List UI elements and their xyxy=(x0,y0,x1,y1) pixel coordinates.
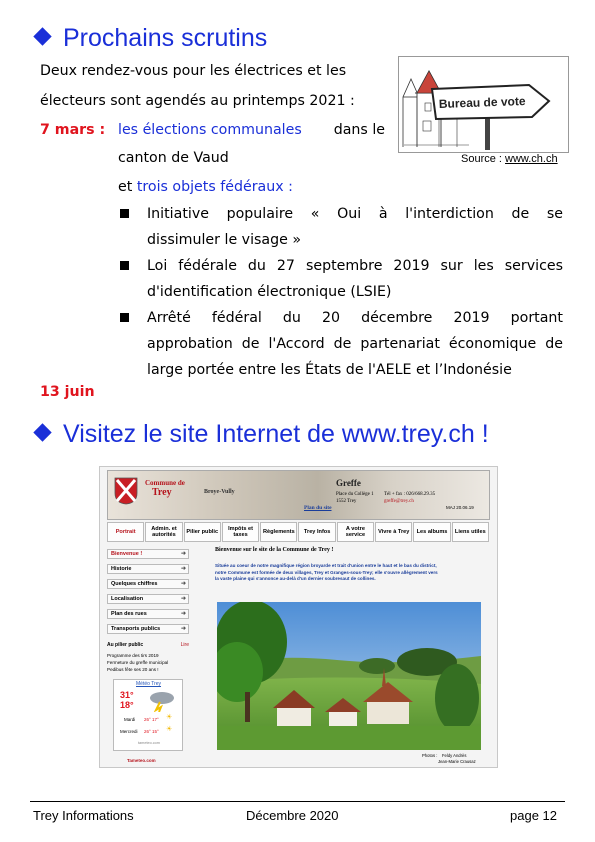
arrow-right-icon: ➜ xyxy=(180,596,186,602)
pilier-item[interactable]: Fermeture du greffe municipal xyxy=(107,660,169,665)
site-header xyxy=(107,470,490,520)
bureau-de-vote-image xyxy=(398,56,569,153)
thunderstorm-icon xyxy=(146,690,178,712)
square-bullet-icon xyxy=(120,261,129,270)
communal-post-text: dans le xyxy=(333,122,385,138)
communal-line xyxy=(118,117,385,143)
bullet-item-2: Loi fédérale du 27 septembre 2019 sur les services d'identification électronique (LSIE) xyxy=(120,253,563,305)
meteo-source[interactable]: tameteo.com xyxy=(138,741,160,745)
site-nav-item[interactable]: Admin. et autorités xyxy=(145,522,182,542)
site-nav-item[interactable]: Trey Infos xyxy=(298,522,335,542)
photos-label: Photos : xyxy=(422,753,438,758)
site-side-item[interactable]: Bienvenue ! ➜ xyxy=(107,549,189,559)
site-date: MAJ 20.06.19 xyxy=(446,505,474,510)
pilier-item[interactable]: Pedibus fête ses 20 ans ! xyxy=(107,667,159,672)
site-plan-link[interactable]: Plan du site xyxy=(304,505,332,511)
footer-left: Trey Informations xyxy=(33,808,134,823)
site-pilier-public xyxy=(107,642,189,673)
diamond-bullet-icon xyxy=(33,423,51,441)
site-nav-item[interactable]: Portrait xyxy=(107,522,144,542)
coat-of-arms-icon xyxy=(114,477,138,505)
meteo-temp-low: 18° xyxy=(120,700,134,710)
arrow-right-icon: ➜ xyxy=(180,626,186,632)
meteo-title[interactable]: Météo Trey xyxy=(136,681,162,687)
site-email[interactable]: greffe@trey.ch xyxy=(384,499,414,504)
site-side-item[interactable]: Localisation ➜ xyxy=(107,594,189,604)
site-nav-item[interactable]: Pilier public xyxy=(184,522,221,542)
site-address1: Place du Collège 1 xyxy=(336,492,374,497)
site-nav-item[interactable]: Les albums xyxy=(413,522,450,542)
arrow-right-icon: ➜ xyxy=(180,551,186,557)
section-title-website: Visitez le site Internet de www.trey.ch ! xyxy=(36,420,489,449)
source-caption xyxy=(461,153,558,165)
site-district: Broye-Vully xyxy=(204,489,235,495)
source-link[interactable]: www.ch.ch xyxy=(505,153,558,165)
site-meteo-widget xyxy=(113,679,183,751)
photo-credit-1: Feldy Andrès xyxy=(442,753,467,758)
site-nav-item[interactable]: Règlements xyxy=(260,522,297,542)
sun-cloud-icon: ☀ xyxy=(166,725,173,733)
footer-center: Décembre 2020 xyxy=(246,808,339,823)
site-commune-name: Trey xyxy=(152,487,172,498)
source-label: Source : xyxy=(461,153,502,165)
federal-objects-text: trois objets fédéraux : xyxy=(136,179,293,195)
bureau-de-vote-illustration xyxy=(399,57,568,152)
website-screenshot xyxy=(99,466,498,768)
site-nav-item[interactable]: A votre service xyxy=(337,522,374,542)
meteo-day1-temps: 26° 17° xyxy=(144,717,159,722)
meteo-day1: Mardi xyxy=(124,717,136,722)
site-phone: Tél + fax : 026/668.29.35 xyxy=(384,492,436,497)
pilier-item[interactable]: Programme des tirs 2019 xyxy=(107,653,159,658)
arrow-right-icon: ➜ xyxy=(180,611,186,617)
intro-line-2: électeurs sont agendés au printemps 2021 : xyxy=(40,93,355,109)
site-nav-item[interactable]: Vivre à Trey xyxy=(375,522,412,542)
section-title-scrutins: Prochains scrutins xyxy=(36,24,267,53)
square-bullet-icon xyxy=(120,313,129,322)
site-commune-line1: Commune de xyxy=(145,479,185,487)
site-address2: 1552 Trey xyxy=(336,499,357,504)
site-welcome-heading: Bienvenue sur le site de la Commune de Trey ! xyxy=(215,547,334,553)
square-bullet-icon xyxy=(120,209,129,218)
site-sidebar xyxy=(107,549,189,764)
footer-page-number: page 12 xyxy=(510,808,557,823)
pilier-lire-link[interactable]: Lire xyxy=(180,642,189,648)
diamond-bullet-icon xyxy=(33,27,51,45)
footer-rule xyxy=(30,801,565,802)
site-side-item[interactable]: Transports publics ➜ xyxy=(107,624,189,634)
bullet-item-1: Initiative populaire « Oui à l'interdiction de se dissimuler le visage » xyxy=(120,201,563,253)
federal-line xyxy=(118,174,293,200)
date-7-mars: 7 mars : xyxy=(40,122,106,138)
pilier-title: Au pilier public xyxy=(107,642,144,648)
meteo-day2: Mercredi xyxy=(120,729,138,734)
arrow-right-icon: ➜ xyxy=(180,566,186,572)
bullet-item-3: Arrêté fédéral du 20 décembre 2019 portant approbation de l'Accord de partenariat économique de large portée entre les États de l'AELE et l’Indonésie xyxy=(120,305,563,383)
communal-line-2: canton de Vaud xyxy=(118,150,229,166)
site-nav-item[interactable]: Impôts et taxes xyxy=(222,522,259,542)
federal-pre: et xyxy=(118,179,133,195)
meteo-logo[interactable]: Tameteo.com xyxy=(127,758,156,763)
intro-line-1: Deux rendez-vous pour les électrices et les xyxy=(40,63,347,79)
sign-text: Bureau de vote xyxy=(438,93,526,111)
arrow-right-icon: ➜ xyxy=(180,581,186,587)
site-side-item[interactable]: Quelques chiffres ➜ xyxy=(107,579,189,589)
photo-credit-2: Jean-Marie Crausaz xyxy=(438,759,476,764)
site-greffe: Greffe xyxy=(336,478,361,488)
site-side-item[interactable]: Plan des rues ➜ xyxy=(107,609,189,619)
communal-elections-text: les élections communales xyxy=(118,122,302,138)
site-intro-paragraph: Située au coeur de notre magnifique région broyarde et trait d'union entre le haut et le bas du district, notre Commune est formée de deux villages, Trey et Granges-sous-Trey; elle s'ouvre allègrement vers la vaste plaine qui s'annonce au-delà d'un dernier soubresaut de collines. xyxy=(215,563,438,581)
date-13-juin: 13 juin xyxy=(40,384,95,400)
village-landscape-photo xyxy=(217,602,481,750)
site-nav xyxy=(107,522,490,542)
site-side-item[interactable]: Historie ➜ xyxy=(107,564,189,574)
sun-cloud-icon: ☀ xyxy=(166,713,173,721)
meteo-day2-temps: 26° 15° xyxy=(144,729,159,734)
site-nav-item[interactable]: Liens utiles xyxy=(452,522,489,542)
meteo-temp-high: 31° xyxy=(120,690,134,700)
